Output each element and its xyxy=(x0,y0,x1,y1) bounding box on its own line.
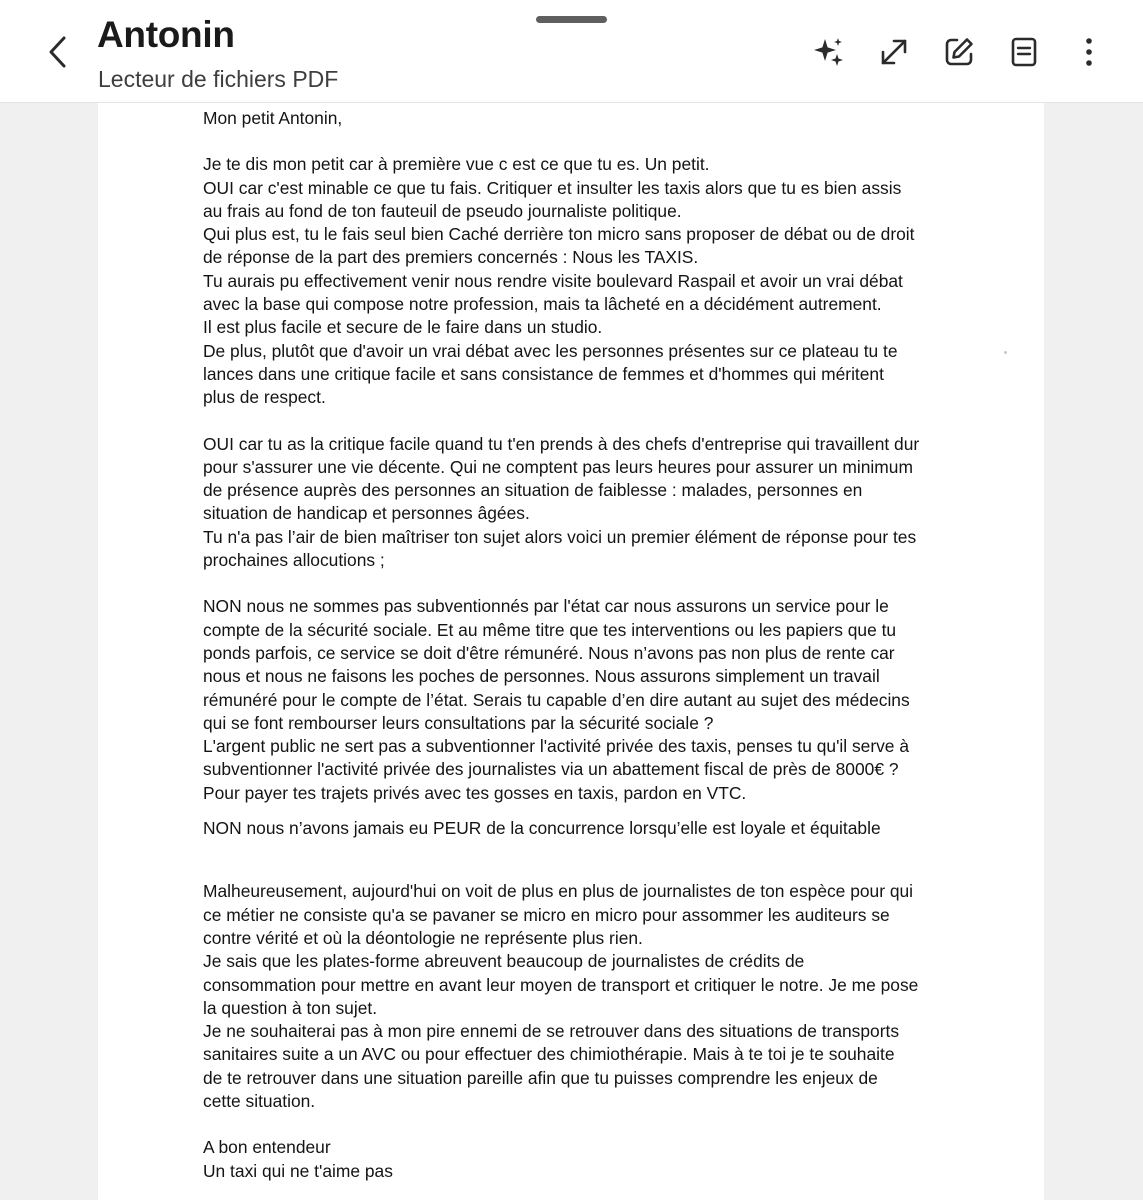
drag-handle[interactable] xyxy=(536,16,607,23)
letter-paragraph-5: Malheureusement, aujourd'hui on voit de plus en plus de journalistes de ton espèce pour qui ce métier ne consiste qu'a se pavaner se micro en micro pour assommer les auditeurs se contre vérité et où la déontologie ne représente plus rien. Je sais que les plates-forme abreuvent beaucoup de journalistes de crédits de consommation pour mettre en avant leur moyen de transport et critiquer le notre. Je me pose la question à ton sujet. Je ne souhaiterai pas à mon pire ennemi de se retrouver dans des situations de transports sanitaires suite a un AVC ou pour effectuer des chimiothérapie. Mais à te toi je te souhaite de te retrouver dans une situation pareille afin que tu puisses comprendre les enjeux de cette situation. xyxy=(203,881,919,1111)
letter-paragraph-3: NON nous ne sommes pas subventionnés par l'état car nous assurons un service pour le compte de la sécurité sociale. Et au même titre que tes interventions ou les papiers que tu ponds parfois, ce service se doit d'être rémunéré. Nous n’avons pas non plus de rente car nous et nous ne faisons les poches de personnes. Nous assurons simplement un travail rémunéré pour le compte de l’état. Serais tu capable d’en dire autant au sujet des médecins qui se font rembourser leurs consultations par la sécurité sociale ? L'argent public ne sert pas a subventionner l'activité privée des taxis, penses tu qu'il serve à subventionner l'activité privée des journalistes via un abattement fiscal de près de 8000€ ? Pour payer tes trajets privés avec tes gosses en taxis, pardon en VTC. xyxy=(203,596,910,803)
letter-paragraph-2: OUI car tu as la critique facile quand tu t'en prends à des chefs d'entreprise qui travaillent dur pour s'assurer une vie décente. Qui ne comptent pas leurs heures pour assurer un minimum de présence auprès des personnes an situation de faiblesse : malades, personnes en situation de handicap et personnes âgées. Tu n'a pas l’air de bien maîtriser ton sujet alors voici un premier élément de réponse pour tes prochaines allocutions ; xyxy=(203,433,920,571)
app-subtitle: Lecteur de fichiers PDF xyxy=(98,66,339,92)
window-title: Antonin xyxy=(97,14,235,55)
scan-artifact xyxy=(1004,351,1007,354)
back-icon xyxy=(45,34,71,70)
expand-button[interactable] xyxy=(872,30,916,74)
letter-closing: A bon entendeur Un taxi qui ne t'aime pas xyxy=(203,1137,393,1181)
pdf-page xyxy=(98,103,1044,1200)
edit-button[interactable] xyxy=(937,30,981,74)
letter-paragraph-1: Je te dis mon petit car à première vue c est ce que tu es. Un petit. OUI car c'est minable ce que tu fais. Critiquer et insulter les taxis alors que tu es bien assis au frais au fond de ton fauteuil de pseudo journaliste politique. Qui plus est, tu le fais seul bien Caché derrière ton micro sans proposer de débat ou de droit de réponse de la part des premiers concernés : Nous les TAXIS. Tu aurais pu effectivement venir nous rendre visite boulevard Raspail et avoir un vrai débat avec la base qui compose notre profession, mais ta lâcheté en a décidément autrement. Il est plus facile et secure de le faire dans un studio. De plus, plutôt que d'avoir un vrai débat avec les personnes présentes sur ce plateau tu te lances dans une critique facile et sans consistance de femmes et d'hommes qui méritent plus de respect. xyxy=(203,154,915,408)
toolbar-actions xyxy=(786,30,1111,74)
ai-sparkle-icon xyxy=(812,35,846,69)
ai-assist-button[interactable] xyxy=(807,30,851,74)
edit-icon xyxy=(942,35,976,69)
expand-icon xyxy=(877,35,911,69)
letter-greeting: Mon petit Antonin, xyxy=(203,108,343,128)
letter-paragraph-4: NON nous n’avons jamais eu PEUR de la concurrence lorsqu’elle est loyale et équitable xyxy=(203,818,881,839)
document-info-button[interactable] xyxy=(1002,30,1046,74)
document-viewer[interactable] xyxy=(0,103,1143,1200)
more-vert-icon xyxy=(1079,35,1099,69)
more-options-button[interactable] xyxy=(1067,30,1111,74)
top-app-bar xyxy=(0,0,1143,103)
back-button[interactable] xyxy=(34,26,82,78)
document-icon xyxy=(1007,35,1041,69)
